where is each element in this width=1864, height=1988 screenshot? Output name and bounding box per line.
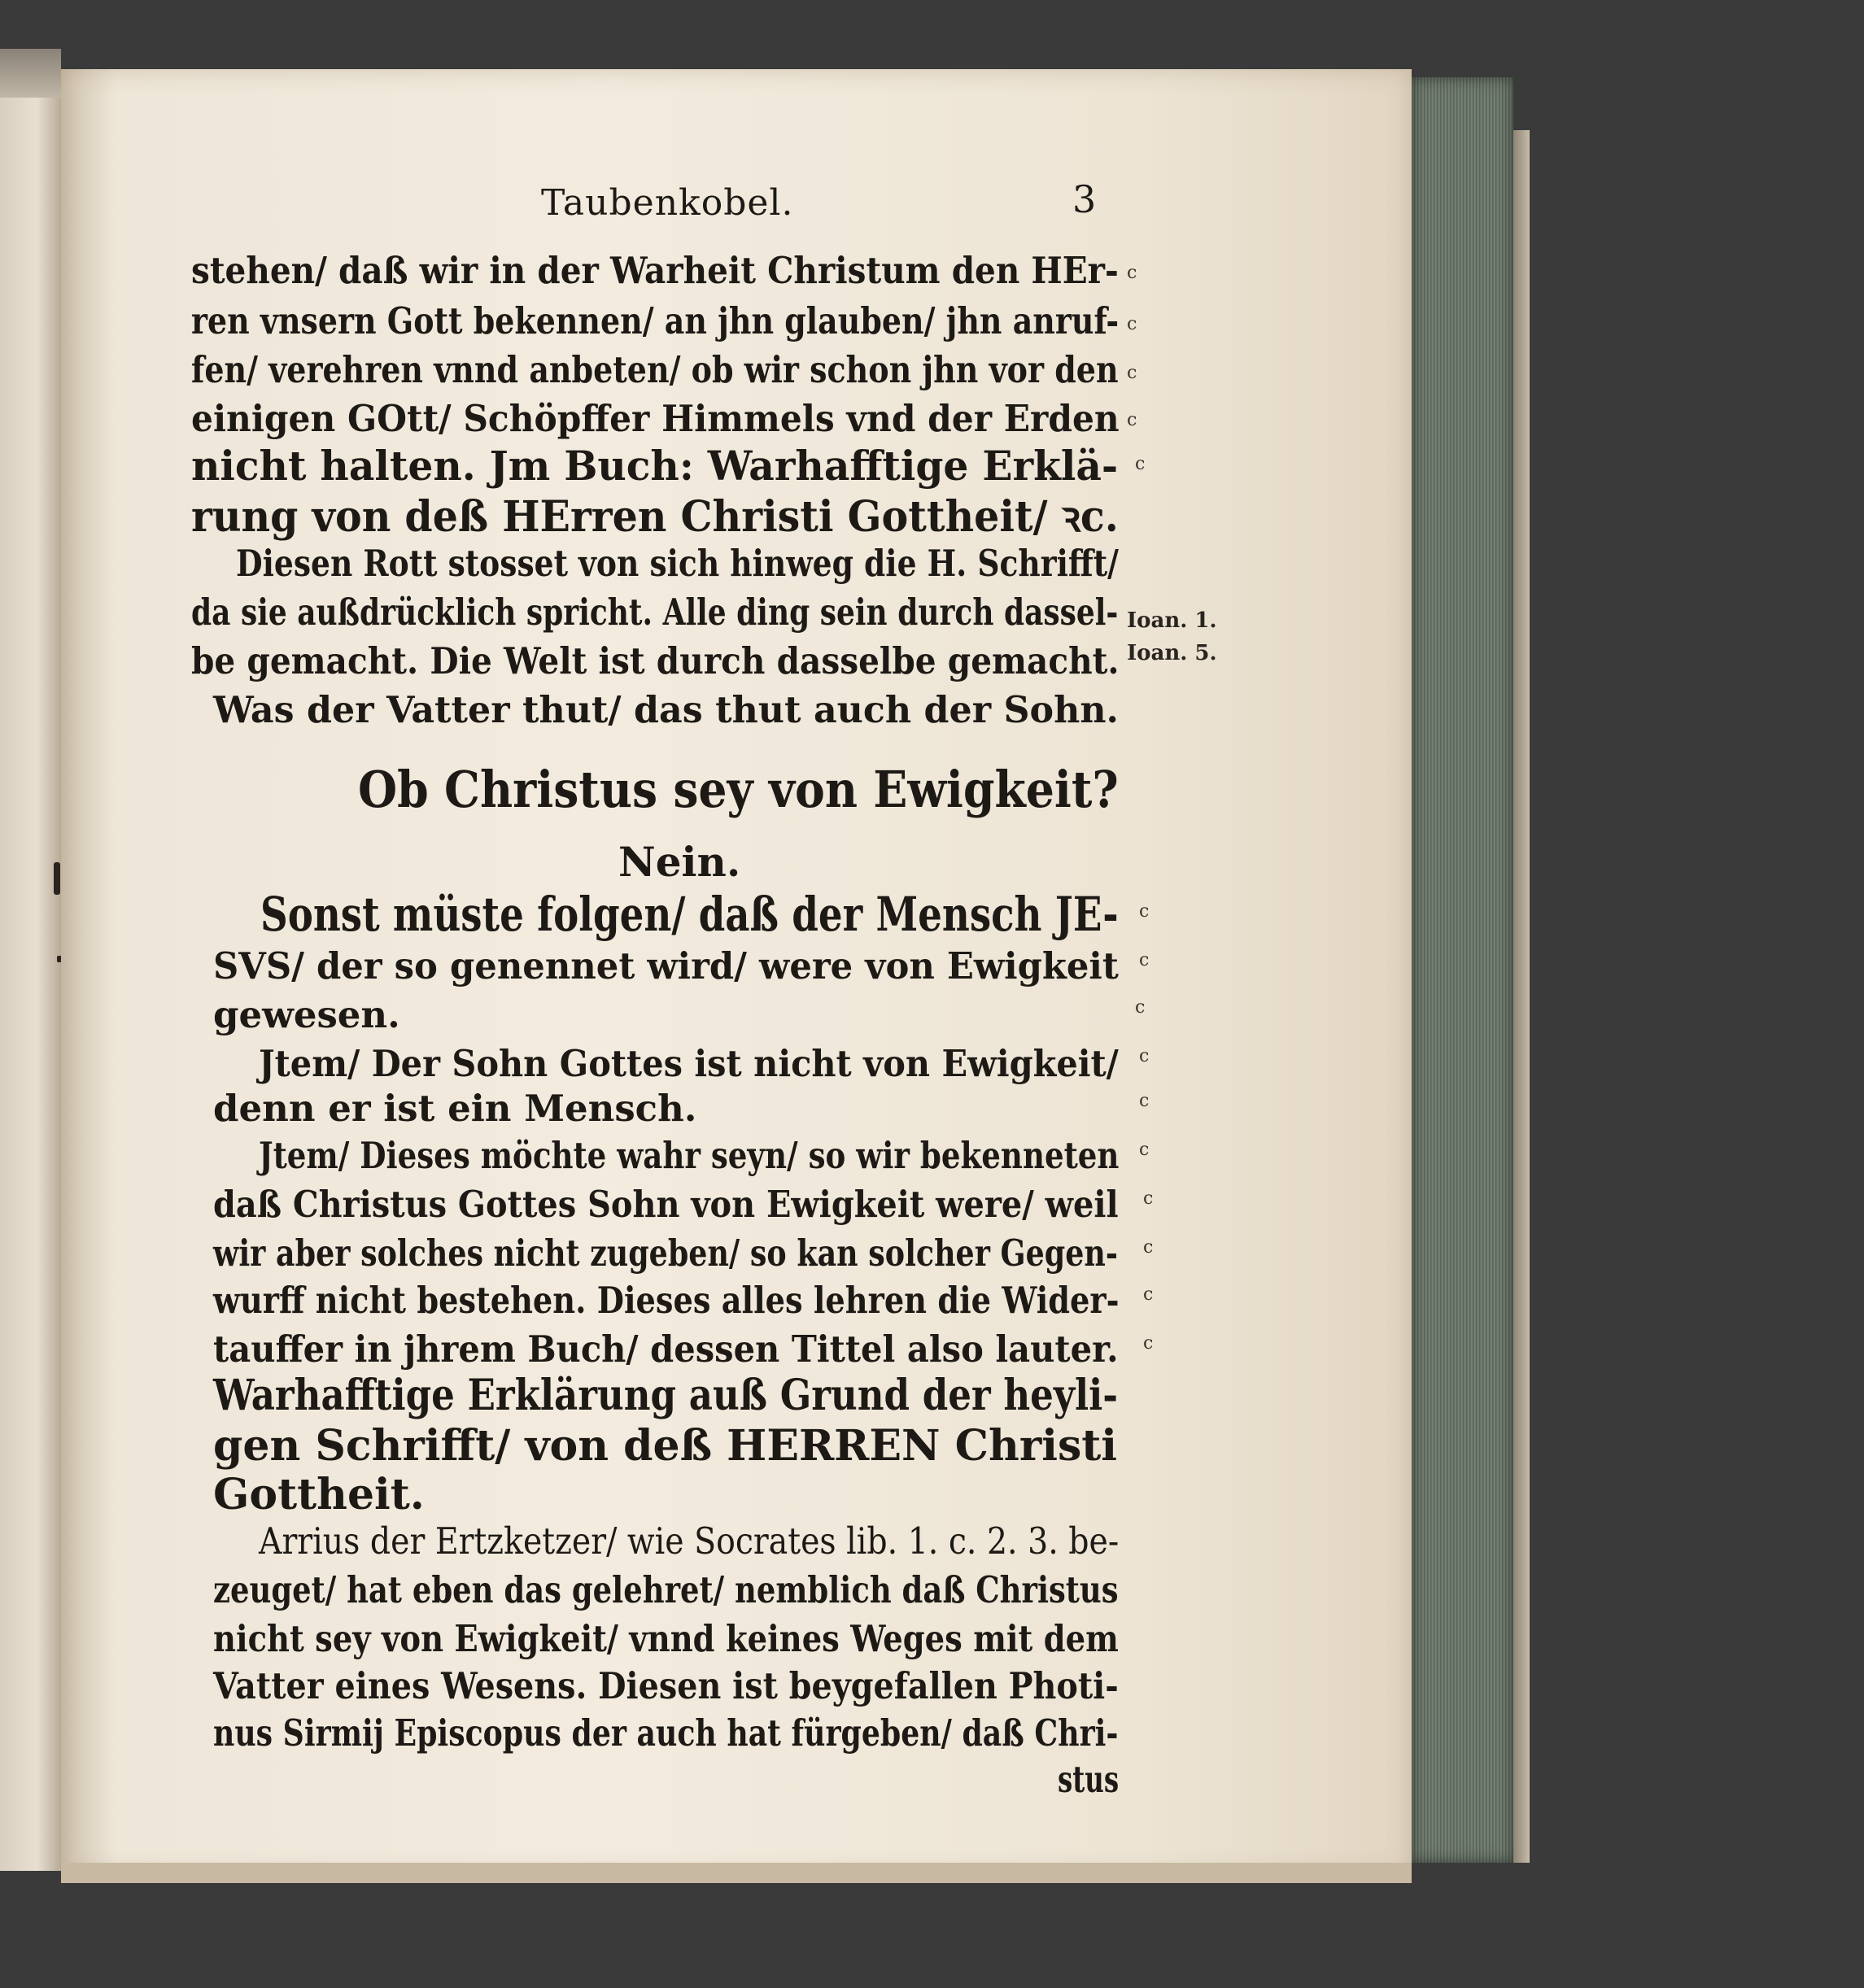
text-line: Sonst müste folgen/ daß der Mensch JE- xyxy=(260,887,1119,942)
text-line: gewesen. xyxy=(213,993,400,1036)
text-line: rung von deß HErren Christi Gottheit/ ꝛc. xyxy=(191,492,1119,542)
text-line: Was der Vatter thut/ das thut auch der Sohn. xyxy=(213,688,1119,731)
text-line: Jtem/ Dieses möchte wahr seyn/ so wir bekenneten xyxy=(259,1134,1120,1177)
margin-mark: c xyxy=(1143,1284,1154,1305)
left-page-edge xyxy=(0,98,63,1871)
margin-reference: Ioan. 1. xyxy=(1127,608,1217,633)
text-line: stehen/ daß wir in der Warheit Christum den HEr- xyxy=(191,249,1119,292)
question-heading: Ob Christus sey von Ewigkeit? xyxy=(358,760,1119,819)
text-line: tauffer in jhrem Buch/ dessen Tittel also lauter. xyxy=(213,1328,1119,1371)
text-line: Warhafftige Erklärung auß Grund der heyli- xyxy=(213,1371,1119,1420)
text-line: da sie außdrücklich spricht. Alle ding sein durch dassel- xyxy=(191,591,1119,634)
running-title: Taubenkobel. xyxy=(541,182,794,224)
text-line: ren vnsern Gott bekennen/ an jhn glauben/ jhn anruf- xyxy=(191,299,1120,342)
margin-mark: c xyxy=(1139,1140,1150,1160)
text-line: fen/ verehren vnnd anbeten/ ob wir schon jhn vor den xyxy=(191,348,1119,391)
text-line: nicht halten. Jm Buch: Warhafftige Erklä- xyxy=(191,442,1119,490)
catchword: stus xyxy=(1058,1758,1120,1801)
margin-mark: c xyxy=(1139,1091,1150,1111)
text-line: gen Schrifft/ von deß HERREN Christi xyxy=(213,1421,1118,1471)
text-line: Vatter eines Wesens. Diesen ist beygefallen Photi- xyxy=(213,1664,1119,1707)
text-line: nicht sey von Ewigkeit/ vnnd keines Weges mit dem xyxy=(213,1617,1119,1660)
text-line: denn er ist ein Mensch. xyxy=(213,1087,697,1130)
text-line: daß Christus Gottes Sohn von Ewigkeit were/ weil xyxy=(213,1183,1119,1226)
text-line: SVS/ der so genennet wird/ were von Ewigkeit xyxy=(213,944,1119,987)
margin-mark: c xyxy=(1139,950,1150,970)
text-line: zeuget/ hat eben das gelehret/ nemblich daß Christus xyxy=(213,1568,1119,1611)
text-line: Jtem/ Der Sohn Gottes ist nicht von Ewigkeit/ xyxy=(259,1042,1119,1085)
text-line: Arrius der Ertzketzer/ wie Socrates lib. 1. c. 2. 3. be- xyxy=(259,1519,1120,1563)
margin-mark: c xyxy=(1143,1333,1154,1354)
text-line: einigen GOtt/ Schöpffer Himmels vnd der Erden xyxy=(191,397,1120,440)
text-line: wir aber solches nicht zugeben/ so kan solcher Gegen- xyxy=(213,1232,1119,1275)
margin-mark: c xyxy=(1143,1188,1154,1209)
margin-mark: c xyxy=(1127,314,1137,334)
page-bottom-edge xyxy=(61,1863,1412,1883)
margin-mark: c xyxy=(1139,1046,1150,1066)
margin-mark: c xyxy=(1127,410,1137,430)
margin-reference: Ioan. 5. xyxy=(1127,641,1217,665)
answer: Nein. xyxy=(618,838,741,886)
margin-mark: c xyxy=(1139,901,1150,922)
page-edges xyxy=(1412,77,1513,1863)
margin-mark: c xyxy=(1127,363,1137,383)
text-line: nus Sirmij Episcopus der auch hat fürgeben/ daß Chri- xyxy=(213,1711,1119,1755)
margin-mark: c xyxy=(1135,997,1146,1018)
page-number: 3 xyxy=(1072,177,1097,221)
margin-mark: c xyxy=(1135,454,1146,474)
text-line: Diesen Rott stosset von sich hinweg die H. Schrifft/ xyxy=(236,542,1119,585)
ink-mark xyxy=(54,862,60,895)
text-line: be gemacht. Die Welt ist durch dasselbe gemacht. xyxy=(191,639,1120,682)
text-line: Gottheit. xyxy=(213,1470,425,1519)
margin-mark: c xyxy=(1127,263,1137,283)
margin-mark: c xyxy=(1143,1237,1154,1258)
cover-edge xyxy=(1513,130,1530,1863)
text-line: wurff nicht bestehen. Dieses alles lehren die Wider- xyxy=(213,1279,1120,1322)
